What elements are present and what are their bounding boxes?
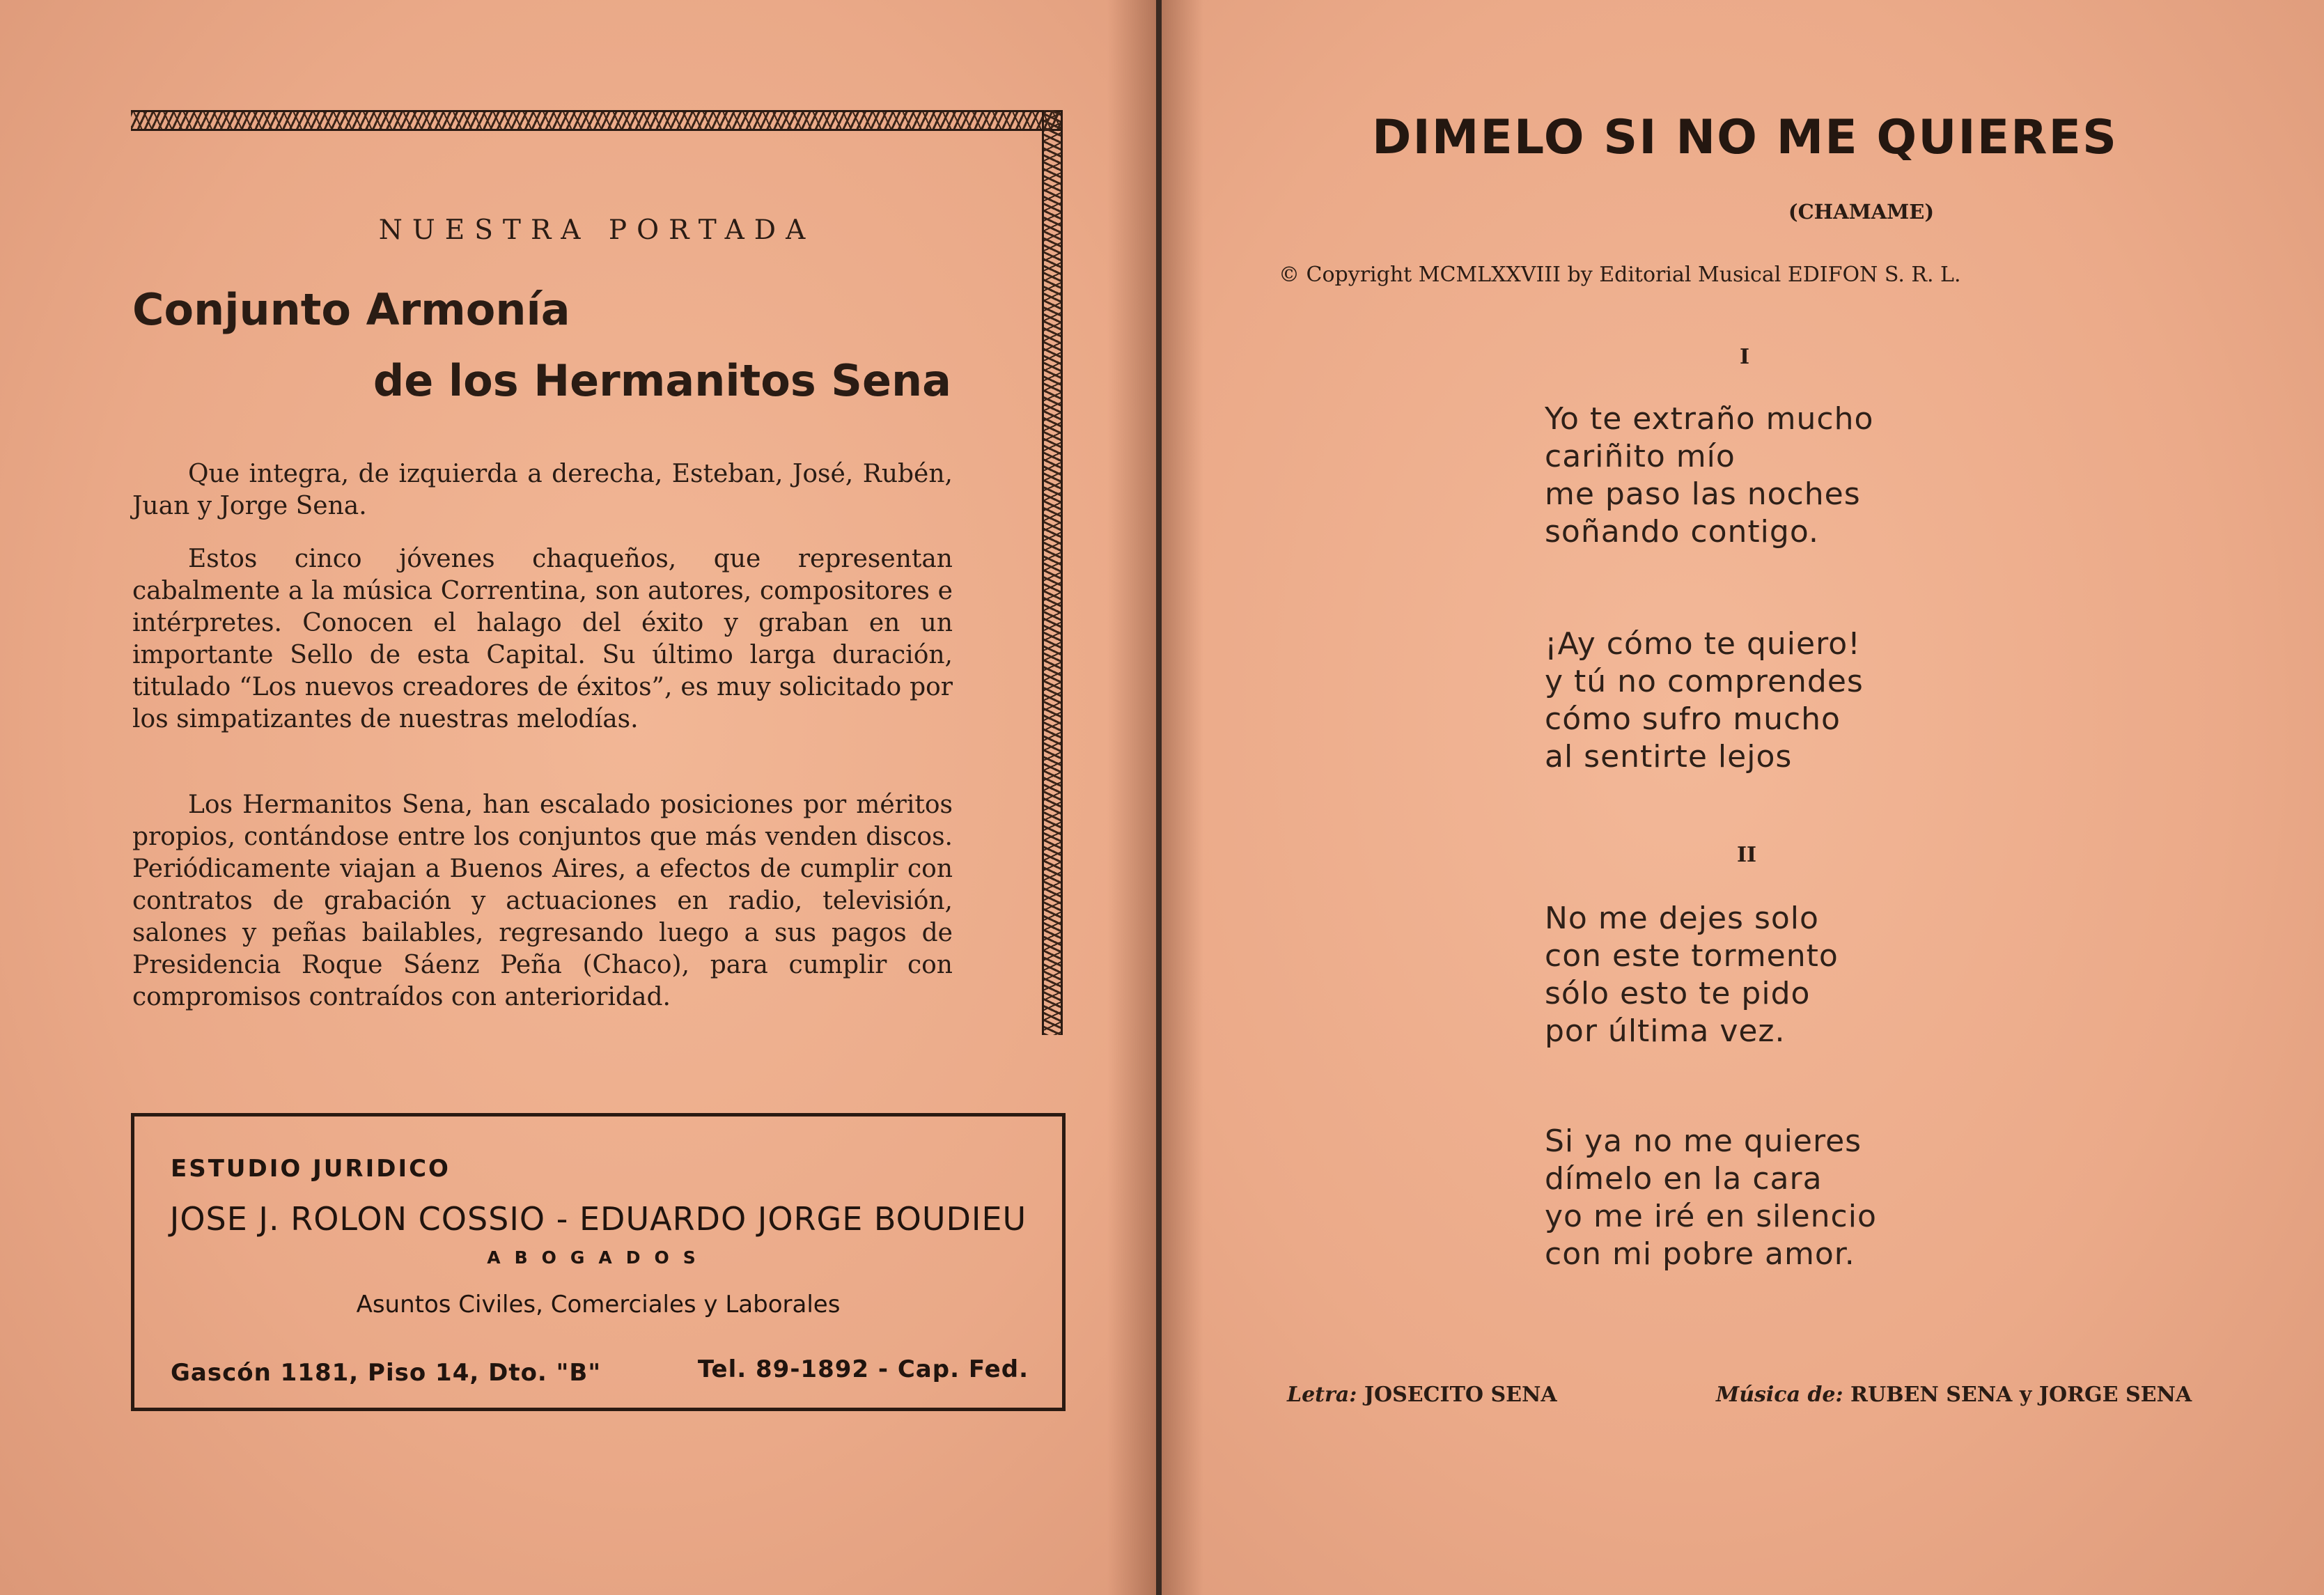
song-title: DIMELO SI NO ME QUIERES: [1372, 110, 2118, 165]
section-number-2: II: [1737, 843, 1757, 867]
lyric-line: cómo sufro mucho: [1545, 701, 1841, 737]
portada-article-frame: [131, 110, 1063, 1035]
advert-practice-areas: Asuntos Civiles, Comerciales y Laborales: [356, 1291, 841, 1318]
lyric-line: sólo esto te pido: [1545, 976, 1811, 1011]
spine-shadow: [1107, 0, 1156, 1595]
lyrics-credit-label: Letra:: [1287, 1383, 1357, 1407]
article-paragraph-2: Estos cinco jóvenes chaqueños, que representan cabalmente a la música Correntina, son autores, compositores e intérpretes. Conocen el halago del éxito y graban en un importante Sello de esta Capital. Su último larga duración, titulado “Los nuevos creadores de éxitos”, es muy solicitado por los simpatizantes de nuestras melodías.: [132, 545, 953, 733]
article-kicker: NUESTRA PORTADA: [378, 215, 816, 246]
right-page: [1162, 0, 2324, 1595]
ornamental-border-top: [131, 110, 1063, 131]
lyric-line: cariñito mío: [1545, 439, 1736, 474]
lyric-line: me paso las noches: [1545, 476, 1861, 512]
advert-address: Gascón 1181, Piso 14, Dto. "B": [171, 1359, 602, 1387]
lyric-line: por última vez.: [1545, 1013, 1786, 1049]
lyric-line: con mi pobre amor.: [1545, 1236, 1855, 1272]
section-number-1: I: [1740, 345, 1750, 369]
song-genre: (CHAMAME): [1788, 200, 1935, 224]
lyric-line: y tú no comprendes: [1545, 664, 1864, 699]
lyric-line: dímelo en la cara: [1545, 1161, 1823, 1197]
lyric-line: Yo te extraño mucho: [1545, 401, 1874, 437]
stanza-1: [1545, 400, 1873, 551]
article-title-line1: Conjunto Armonía: [132, 284, 570, 335]
music-credit: [1716, 1383, 2192, 1407]
copyright-notice: © Copyright MCMLXXVIII by Editorial Musical EDIFON S. R. L.: [1279, 263, 1961, 287]
lyric-line: con este tormento: [1545, 938, 1839, 974]
left-page: [0, 0, 1156, 1595]
lyric-line: al sentirte lejos: [1545, 739, 1793, 775]
lyric-line: Si ya no me quieres: [1545, 1123, 1862, 1159]
lyrics-credit: [1287, 1383, 1557, 1407]
lyric-line: ¡Ay cómo te quiero!: [1545, 626, 1861, 662]
stanza-2: [1545, 625, 1864, 776]
article-paragraph-1: Que integra, de izquierda a derecha, Esteban, José, Rubén, Juan y Jorge Sena.: [132, 460, 953, 520]
ornamental-border-right: [1042, 110, 1063, 1035]
stanza-4: [1545, 1123, 1877, 1273]
lyrics-credit-name: JOSECITO SENA: [1364, 1383, 1557, 1407]
article-paragraph-3: Los Hermanitos Sena, han escalado posiciones por méritos propios, contándose entre los conjuntos que más venden discos. Periódicamente viajan a Buenos Aires, a efectos de cumplir con contratos de grabación y actuaciones en radio, televisión, salones y peñas bailables, regresando luego a sus pagos de Presidencia Roque Sáenz Peña (Chaco), para cumplir con compromisos contraídos con anterioridad.: [132, 791, 953, 1011]
stanza-3: [1545, 900, 1839, 1050]
lyric-line: soñando contigo.: [1545, 514, 1819, 550]
lyric-line: No me dejes solo: [1545, 901, 1819, 936]
lyric-line: yo me iré en silencio: [1545, 1199, 1877, 1234]
article-title-line2: de los Hermanitos Sena: [373, 355, 951, 406]
spine-shadow: [1162, 0, 1203, 1595]
advert-lawyer-names: JOSE J. ROLON COSSIO - EDUARDO JORGE BOUDIEU: [169, 1200, 1027, 1238]
advert-role: ABOGADOS: [487, 1247, 710, 1268]
advert-phone: Tel. 89-1892 - Cap. Fed.: [697, 1355, 1029, 1383]
music-credit-names: RUBEN SENA y JORGE SENA: [1850, 1383, 2192, 1407]
music-credit-label: Música de:: [1716, 1383, 1843, 1407]
law-firm-advert: [131, 1113, 1066, 1411]
advert-kicker: ESTUDIO JURIDICO: [171, 1155, 451, 1183]
